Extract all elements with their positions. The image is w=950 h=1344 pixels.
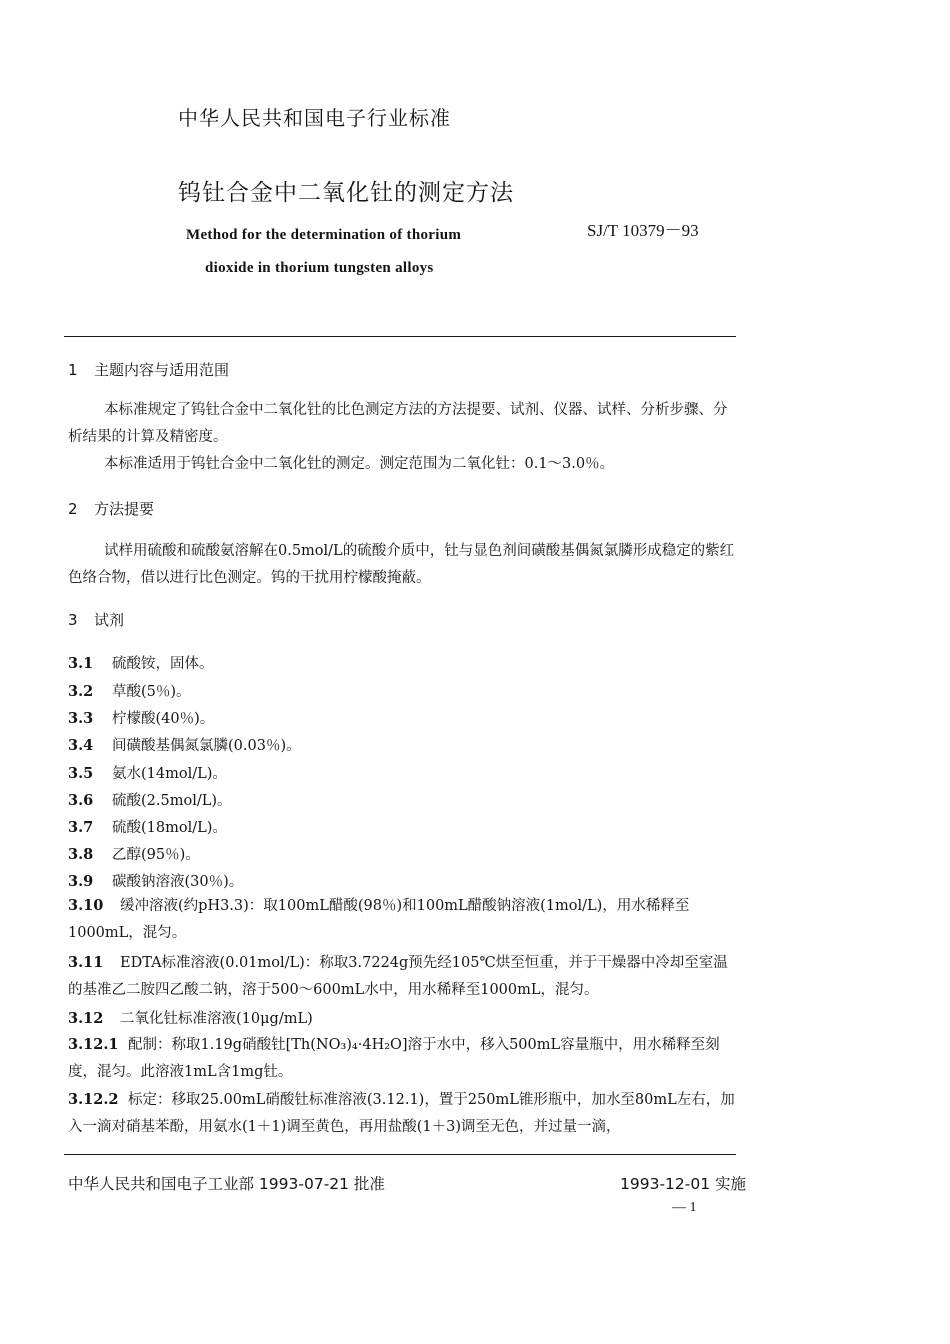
item-number: 3.6 [68, 792, 94, 809]
item-text: 柠檬酸(40％)。 [112, 711, 215, 727]
standard-code: SJ/T 10379－93 [587, 221, 699, 240]
item-text: 硫酸铵，固体。 [112, 656, 214, 672]
item-number: 3.4 [68, 737, 94, 754]
approval-line: 中华人民共和国电子工业部 1993-07-21 批准 [68, 1175, 385, 1193]
section-1-heading [68, 359, 229, 380]
item-number: 3.9 [68, 873, 94, 890]
reagent-item [68, 1086, 736, 1141]
item-text: 硫酸(18mol/L)。 [112, 820, 227, 836]
item-text: 硫酸(2.5mol/L)。 [112, 793, 232, 809]
item-number: 3.5 [68, 765, 94, 782]
section-2-number: 2 [68, 500, 78, 518]
item-text: 缓冲溶液(约pH3.3)：取100mL醋酸(98％)和100mL醋酸钠溶液(1mol/L)，用水稀释至1000mL，混匀。 [68, 898, 690, 941]
document-title-en-line1: Method for the determination of thorium [186, 227, 462, 243]
reagent-item [68, 843, 200, 864]
item-number: 3.3 [68, 710, 94, 727]
reagent-item [68, 762, 227, 783]
page-number: — 1 [672, 1200, 697, 1215]
standard-name: 中华人民共和国电子行业标准 [178, 106, 451, 130]
item-number: 3.11 [68, 954, 104, 971]
document-title-cn: 钨钍合金中二氧化钍的测定方法 [178, 180, 514, 206]
section-1-paragraph-2: 本标准适用于钨钍合金中二氧化钍的测定。测定范围为二氧化钍：0.1～3.0％。 [104, 456, 615, 472]
reagent-item [68, 707, 214, 728]
section-1-paragraph-1: 本标准规定了钨钍合金中二氧化钍的比色测定方法的方法提要、试剂、仪器、试样、分析步骤、分析结果的计算及精密度。 [68, 402, 728, 445]
reagent-item [68, 789, 232, 810]
reagent-item [68, 1031, 736, 1086]
item-text: 间磺酸基偶氮氯膦(0.03％)。 [112, 738, 301, 754]
reagent-item [68, 816, 227, 837]
item-number: 3.12.2 [68, 1091, 119, 1108]
section-3-number: 3 [68, 611, 78, 629]
item-text: EDTA标准溶液(0.01mol/L)：称取3.7224g预先经105℃烘至恒重，并于干燥器中冷却至室温的基准乙二胺四乙酸二钠，溶于500～600mL水中，用水稀释至1000mL，混匀。 [68, 955, 728, 998]
section-2-paragraph-1: 试样用硫酸和硫酸氨溶解在0.5mol/L的硫酸介质中，钍与显色剂间磺酸基偶氮氯膦形成稳定的紫红色络合物，借以进行比色测定。钨的干扰用柠檬酸掩蔽。 [68, 543, 735, 586]
section-2-heading [68, 498, 154, 519]
item-text: 配制：称取1.19g硝酸钍[Th(NO₃)₄·4H₂O]溶于水中，移入500mL容量瓶中，用水稀释至刻度，混匀。此溶液1mL含1mg钍。 [68, 1037, 720, 1080]
footer-divider [64, 1154, 736, 1155]
item-number: 3.10 [68, 897, 104, 914]
reagent-item [68, 652, 214, 673]
item-number: 3.12 [68, 1010, 104, 1027]
item-text: 碳酸钠溶液(30％)。 [112, 874, 244, 890]
reagent-item [68, 1005, 736, 1033]
section-1-title: 主题内容与适用范围 [94, 361, 230, 379]
reagent-item [68, 734, 301, 755]
item-text: 二氧化钍标准溶液(10μg/mL) [120, 1011, 313, 1027]
reagent-item [68, 870, 243, 891]
item-number: 3.2 [68, 683, 94, 700]
section-1-number: 1 [68, 361, 78, 379]
item-number: 3.1 [68, 655, 94, 672]
item-text: 氨水(14mol/L)。 [112, 766, 227, 782]
item-text: 草酸(5％)。 [112, 684, 191, 700]
item-number: 3.12.1 [68, 1036, 119, 1053]
item-number: 3.7 [68, 819, 94, 836]
section-3-heading [68, 609, 124, 630]
section-3-title: 试剂 [94, 611, 125, 629]
document-title-en-line2: dioxide in thorium tungsten alloys [205, 260, 434, 276]
reagent-item [68, 949, 736, 1004]
section-2-title: 方法提要 [94, 500, 155, 518]
reagent-item [68, 680, 191, 701]
implementation-date: 1993-12-01 实施 [620, 1175, 747, 1193]
header-divider [64, 336, 736, 337]
item-text: 乙醇(95％)。 [112, 847, 200, 863]
reagent-item [68, 892, 736, 947]
item-text: 标定：移取25.00mL硝酸钍标准溶液(3.12.1)，置于250mL锥形瓶中，加水至80mL左右，加入一滴对硝基苯酚，用氨水(1＋1)调至黄色，再用盐酸(1＋3)调至无色，并过量一滴， [68, 1092, 735, 1135]
item-number: 3.8 [68, 846, 94, 863]
